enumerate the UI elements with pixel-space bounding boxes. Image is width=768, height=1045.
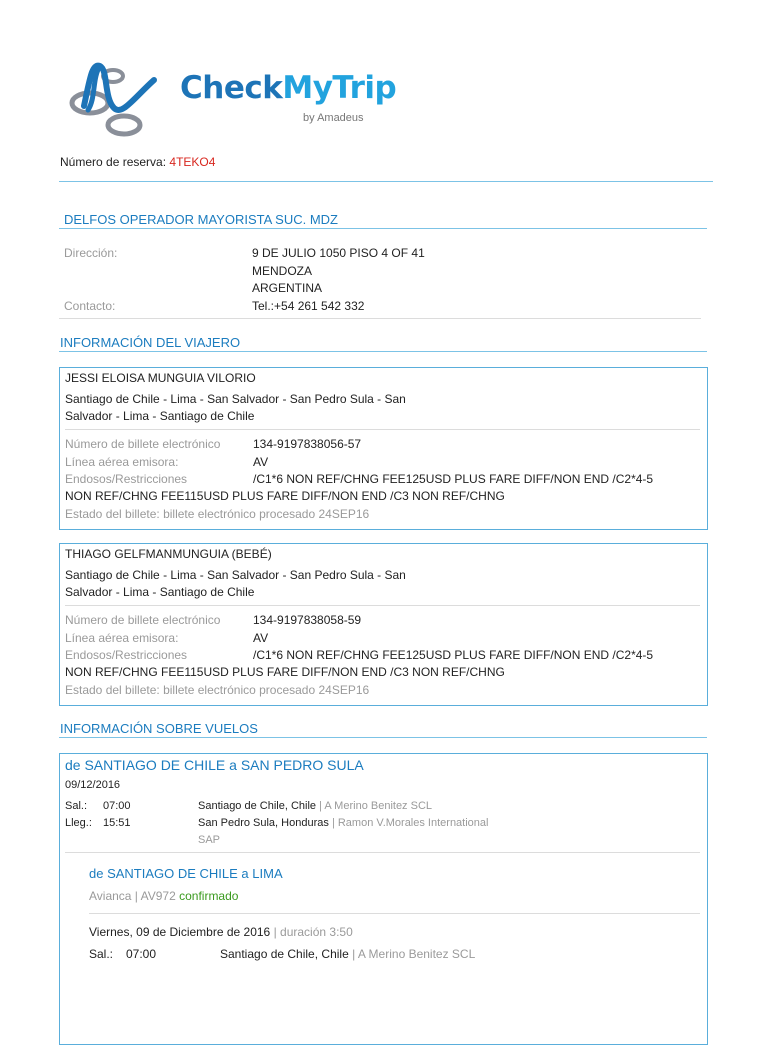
endorsements-label: Endosos/Restricciones bbox=[65, 472, 188, 486]
reservation-label: Número de reserva: bbox=[60, 155, 167, 169]
contact-label: Contacto: bbox=[64, 299, 116, 313]
endorsements-label: Endosos/Restricciones bbox=[65, 648, 188, 662]
traveler-route-line-1: Santiago de Chile - Lima - San Salvador - San Pedro Sula - San bbox=[65, 568, 406, 582]
segment-date-row bbox=[89, 924, 353, 941]
address-line-3: ARGENTINA bbox=[252, 281, 323, 295]
airline-label: Línea aérea emisora: bbox=[65, 631, 179, 645]
traveler-route-line-2: Salvador - Lima - Santiago de Chile bbox=[65, 585, 255, 599]
ticket-status: Estado del billete: billete electrónico procesado 24SEP16 bbox=[65, 683, 370, 697]
segment-status: confirmado bbox=[179, 889, 239, 903]
agency-bottom-divider bbox=[59, 318, 701, 319]
airline-code: AV bbox=[253, 455, 269, 469]
traveler-divider bbox=[65, 605, 700, 606]
address-line-2: MENDOZA bbox=[252, 264, 312, 278]
agency-name: DELFOS OPERADOR MAYORISTA SUC. MDZ bbox=[64, 212, 338, 227]
traveler-name: THIAGO GELFMANMUNGUIA (BEBÉ) bbox=[65, 547, 272, 561]
segment-departure-label: Sal.: bbox=[89, 947, 114, 961]
segment-departure-airport: | A Merino Benitez SCL bbox=[352, 947, 476, 961]
brand-byline: by Amadeus bbox=[303, 112, 364, 124]
traveler-card bbox=[59, 367, 708, 530]
header-divider bbox=[59, 181, 713, 182]
endorsements-line-1: /C1*6 NON REF/CHNG FEE125USD PLUS FARE DIFF/NON END /C2*4-5 bbox=[253, 472, 654, 486]
trip-card bbox=[59, 753, 708, 1045]
segment-flight-number: AV972 bbox=[140, 889, 176, 903]
contact-value: Tel.:+54 261 542 332 bbox=[252, 299, 365, 313]
ticket-number: 134-9197838058-59 bbox=[253, 613, 362, 627]
trip-divider bbox=[65, 852, 700, 853]
departure-city: Santiago de Chile, Chile bbox=[198, 800, 317, 812]
departure-airport: | A Merino Benitez SCL bbox=[319, 800, 433, 812]
address-label: Dirección: bbox=[64, 246, 118, 260]
segment-departure-time: 07:00 bbox=[126, 947, 157, 961]
endorsements-line-2: NON REF/CHNG FEE115USD PLUS FARE DIFF/NON END /C3 NON REF/CHNG bbox=[65, 489, 505, 503]
brand-name: CheckMyTrip bbox=[180, 70, 397, 106]
ticket-label: Número de billete electrónico bbox=[65, 437, 221, 451]
traveler-route-line-1: Santiago de Chile - Lima - San Salvador - San Pedro Sula - San bbox=[65, 392, 406, 406]
traveler-route-line-2: Salvador - Lima - Santiago de Chile bbox=[65, 409, 255, 423]
travelers-title: INFORMACIÓN DEL VIAJERO bbox=[60, 335, 241, 350]
reservation-code: 4TEKO4 bbox=[169, 155, 216, 169]
address-line-1: 9 DE JULIO 1050 PISO 4 OF 41 bbox=[252, 246, 425, 260]
traveler-card bbox=[59, 543, 708, 706]
checkmytrip-logo bbox=[62, 58, 162, 140]
segment-title: de SANTIAGO DE CHILE a LIMA bbox=[89, 866, 283, 881]
segment-carrier: Avianca | bbox=[89, 889, 138, 903]
segment-departure-city: Santiago de Chile, Chile bbox=[220, 947, 349, 961]
flights-divider bbox=[59, 737, 707, 738]
segment-day: Viernes, 09 de Diciembre de 2016 bbox=[89, 925, 271, 939]
endorsements-line-1: /C1*6 NON REF/CHNG FEE125USD PLUS FARE DIFF/NON END /C2*4-5 bbox=[253, 648, 654, 662]
ticket-label: Número de billete electrónico bbox=[65, 613, 221, 627]
segment-carrier-row bbox=[89, 888, 238, 905]
traveler-divider bbox=[65, 429, 700, 430]
arrival-airport-code: SAP bbox=[198, 834, 221, 846]
flights-title: INFORMACIÓN SOBRE VUELOS bbox=[60, 721, 258, 736]
trip-date: 09/12/2016 bbox=[65, 779, 121, 791]
arrival-time: 15:51 bbox=[103, 817, 131, 829]
departure-place bbox=[198, 800, 432, 812]
agency-divider bbox=[59, 228, 707, 229]
ticket-number: 134-9197838056-57 bbox=[253, 437, 362, 451]
logo-icon bbox=[62, 58, 162, 140]
trip-title: de SANTIAGO DE CHILE a SAN PEDRO SULA bbox=[65, 757, 364, 773]
segment-duration: | duración 3:50 bbox=[273, 925, 353, 939]
departure-time: 07:00 bbox=[103, 800, 131, 812]
segment-divider bbox=[89, 913, 700, 914]
arrival-airport: | Ramon V.Morales International bbox=[331, 817, 489, 829]
ticket-status: Estado del billete: billete electrónico procesado 24SEP16 bbox=[65, 507, 370, 521]
airline-code: AV bbox=[253, 631, 269, 645]
segment-departure-place bbox=[220, 946, 475, 963]
travelers-divider bbox=[59, 351, 707, 352]
arrival-label: Lleg.: bbox=[65, 817, 92, 829]
endorsements-line-2: NON REF/CHNG FEE115USD PLUS FARE DIFF/NON END /C3 NON REF/CHNG bbox=[65, 665, 505, 679]
airline-label: Línea aérea emisora: bbox=[65, 455, 179, 469]
arrival-place bbox=[198, 817, 488, 829]
arrival-city: San Pedro Sula, Honduras bbox=[198, 817, 329, 829]
traveler-name: JESSI ELOISA MUNGUIA VILORIO bbox=[65, 371, 256, 385]
reservation-number bbox=[60, 155, 215, 169]
departure-label: Sal.: bbox=[65, 800, 88, 812]
